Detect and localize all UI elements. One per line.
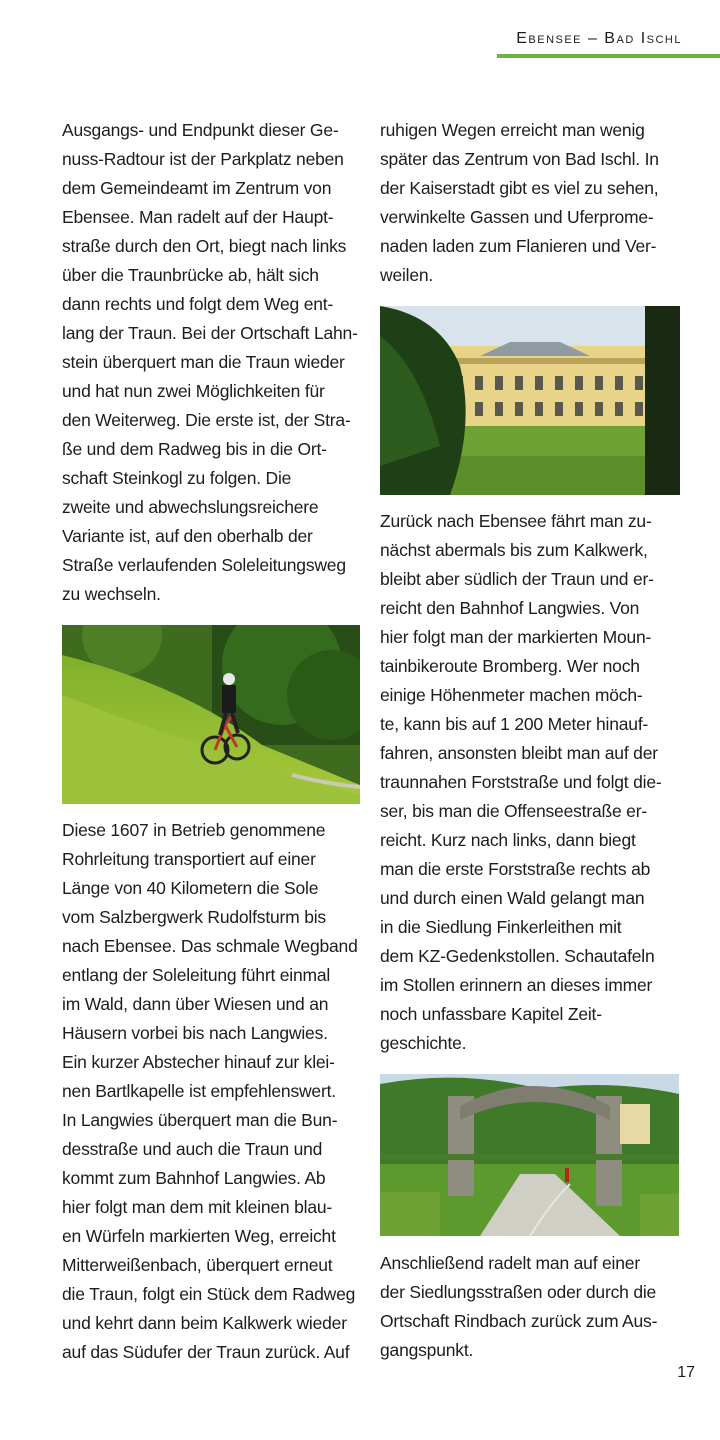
right-paragraph-bad-ischl: ruhigen Wegen erreicht man wenig später das Zentrum von Bad Ischl. In der Kaiserstadt gibt es viel zu sehen, verwinkelte Gassen und Uferprome- naden laden zum Flanieren und Ver- weilen. [380, 120, 659, 285]
left-paragraph-soleleitung: Diese 1607 in Betrieb genommene Rohrleitung transportiert auf einer Länge von 40 Kilometern die Sole vom Salzbergwerk Rudolfsturm bis nach Ebensee. Das schmale Wegband entlang der Soleleitung führt einmal im Wald, dann über Wiesen und an Häusern vorbei bis nach Langwies. Ein kurzer Abstecher hinauf zur klei- nen Bartlkapelle ist empfehlenswert. In Langwies überquert man die Bun- desstraße und auch die Traun und kommt zum Bahnhof Langwies. Ab hier folgt man dem mit kleinen blau- en Würfeln markierten Weg, erreicht Mitterweißenbach, überquert erneut die Traun, folgt ein Stück dem Radweg und kehrt dann beim Kalkwerk wieder auf das Südufer der Traun zurück. Auf [62, 820, 358, 1362]
running-header: Ebensee – Bad Ischl [516, 30, 682, 47]
right-paragraph-conclusion: Anschließend radelt man auf einer der Siedlungsstraßen oder durch die Ortschaft Rindbach zurück zum Aus- gangspunkt. [380, 1253, 658, 1360]
photo-stone-arch-gate [380, 1074, 679, 1236]
photo-imperial-villa [380, 306, 680, 495]
header-accent-rule [497, 54, 720, 58]
page-number: 17 [677, 1364, 695, 1381]
right-paragraph-return-route: Zurück nach Ebensee fährt man zu- nächst abermals bis zum Kalkwerk, bleibt aber südlich der Traun und er- reicht den Bahnhof Langwies. Von hier folgt man der markierten Moun- tainbikeroute Bromberg. Wer noch einige Höhenmeter machen möch- te, kann bis auf 1 200 Meter hinauf- fahren, ansonsten bleibt man auf der traunnahen Forststraße und folgt die- ser, bis man die Offenseestraße er- reicht. Kurz nach links, dann biegt man die erste Forststraße rechts ab und durch einen Wald gelangt man in die Siedlung Finkerleithen mit dem KZ-Gedenkstollen. Schautafeln im Stollen erinnern an dieses immer noch unfassbare Kapitel Zeit- geschichte. [380, 511, 662, 1053]
photo-mountain-biker [62, 625, 360, 804]
left-paragraph-intro: Ausgangs- und Endpunkt dieser Ge- nuss-Radtour ist der Parkplatz neben dem Gemeindeamt im Zentrum von Ebensee. Man radelt auf der Haupt- straße durch den Ort, biegt nach links über die Traunbrücke ab, hält sich dann rechts und folgt dem Weg ent- lang der Traun. Bei der Ortschaft Lahn- stein überquert man die Traun wieder und hat nun zwei Möglichkeiten für den Weiterweg. Die erste ist, der Stra- ße und dem Radweg bis in die Ort- schaft Steinkogl zu folgen. Die zweite und abwechslungsreichere Variante ist, auf den oberhalb der Straße verlaufenden Soleleitungsweg zu wechseln. [62, 120, 358, 604]
